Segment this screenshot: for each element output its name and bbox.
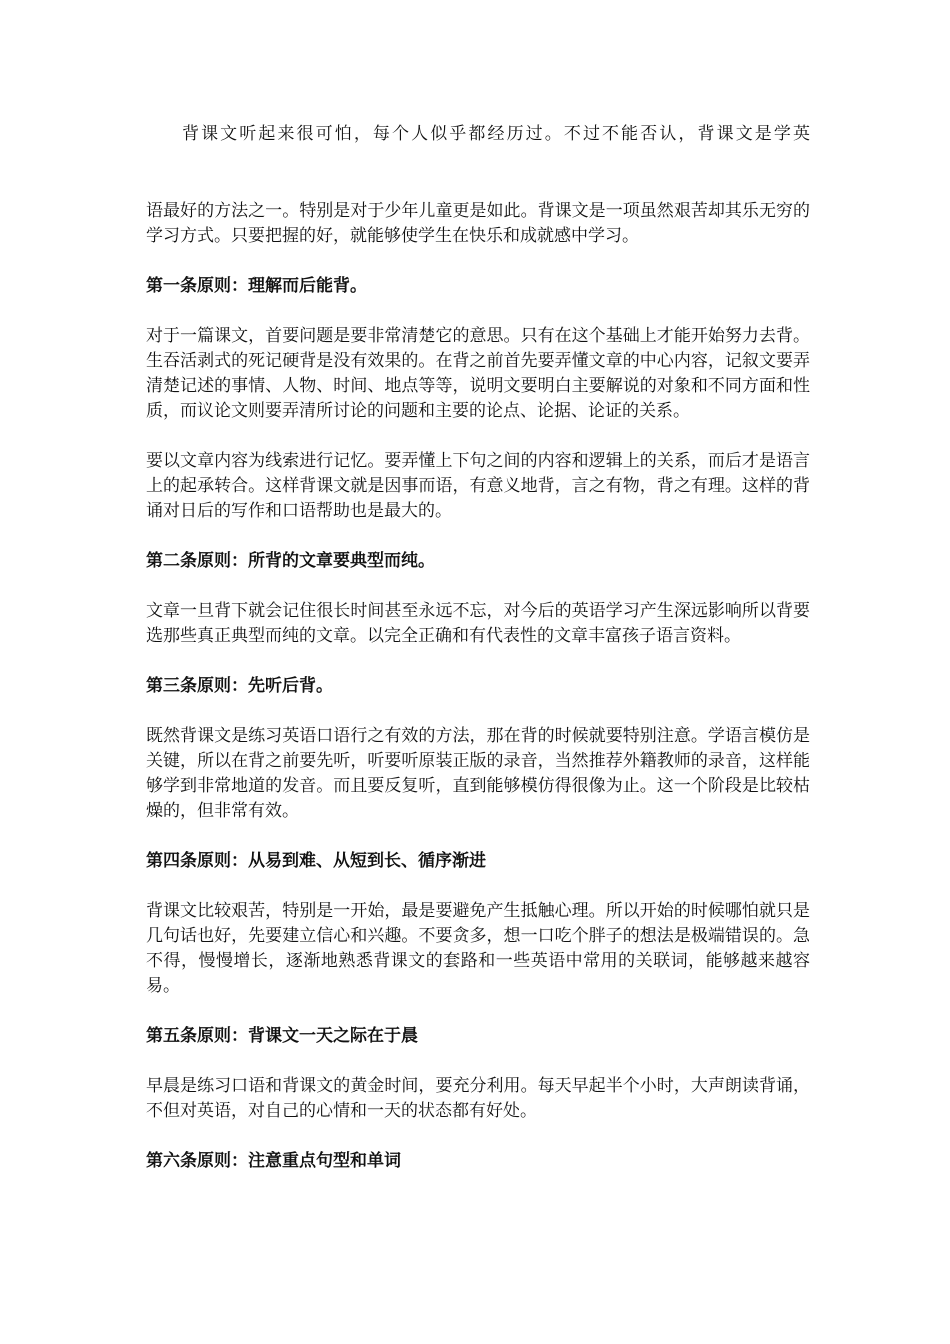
section-4-heading: 第四条原则：从易到难、从短到长、循序渐进: [146, 851, 486, 871]
section-1-paragraph-2: 要以文章内容为线索进行记忆。要弄懂上下句之间的内容和逻辑上的关系，而后才是语言上的起承转合。这样背课文就是因事而语，有意义地背，言之有物，背之有理。这样的背诵对日后的写作和口语帮助也是最大的。: [146, 451, 810, 521]
section-2-heading: 第二条原则：所背的文章要典型而纯。: [146, 551, 435, 571]
section-3-heading: 第三条原则：先听后背。: [146, 676, 333, 696]
section-6-heading: 第六条原则：注意重点句型和单词: [146, 1151, 401, 1171]
section-5-paragraph-1: 早晨是练习口语和背课文的黄金时间，要充分利用。每天早起半个小时，大声朗读背诵，不但对英语，对自己的心情和一天的状态都有好处。: [146, 1076, 810, 1121]
section-3-paragraph-1: 既然背课文是练习英语口语行之有效的方法，那在背的时候就要特别注意。学语言模仿是关键，所以在背之前要先听，听要听原装正版的录音，当然推荐外籍教师的录音，这样能够学到非常地道的发音。而且要反复听，直到能够模仿得很像为止。这一个阶段是比较枯燥的，但非常有效。: [146, 726, 810, 821]
section-1-heading: 第一条原则：理解而后能背。: [146, 276, 367, 296]
section-5-heading: 第五条原则：背课文一天之际在于晨: [146, 1026, 418, 1046]
intro-continuation: 语最好的方法之一。特别是对于少年儿童更是如此。背课文是一项虽然艰苦却其乐无穷的学习方式。只要把握的好，就能够使学生在快乐和成就感中学习。: [146, 201, 810, 246]
intro-first-line: 背课文听起来很可怕，每个人似乎都经历过。不过不能否认，背课文是学英: [182, 124, 810, 144]
section-2-paragraph-1: 文章一旦背下就会记住很长时间甚至永远不忘，对今后的英语学习产生深远影响所以背要选那些真正典型而纯的文章。以完全正确和有代表性的文章丰富孩子语言资料。: [146, 601, 810, 646]
section-1-paragraph-1: 对于一篇课文，首要问题是要非常清楚它的意思。只有在这个基础上才能开始努力去背。生吞活剥式的死记硬背是没有效果的。在背之前首先要弄懂文章的中心内容，记叙文要弄清楚记述的事情、人物、时间、地点等等，说明文要明白主要解说的对象和不同方面和性质，而议论文则要弄清所讨论的问题和主要的论点、论据、论证的关系。: [146, 326, 810, 421]
section-4-paragraph-1: 背课文比较艰苦，特别是一开始，最是要避免产生抵触心理。所以开始的时候哪怕就只是几句话也好，先要建立信心和兴趣。不要贪多，想一口吃个胖子的想法是极端错误的。急不得，慢慢增长，逐渐地熟悉背课文的套路和一些英语中常用的关联词，能够越来越容易。: [146, 901, 810, 996]
document-body: [146, 199, 810, 1199]
